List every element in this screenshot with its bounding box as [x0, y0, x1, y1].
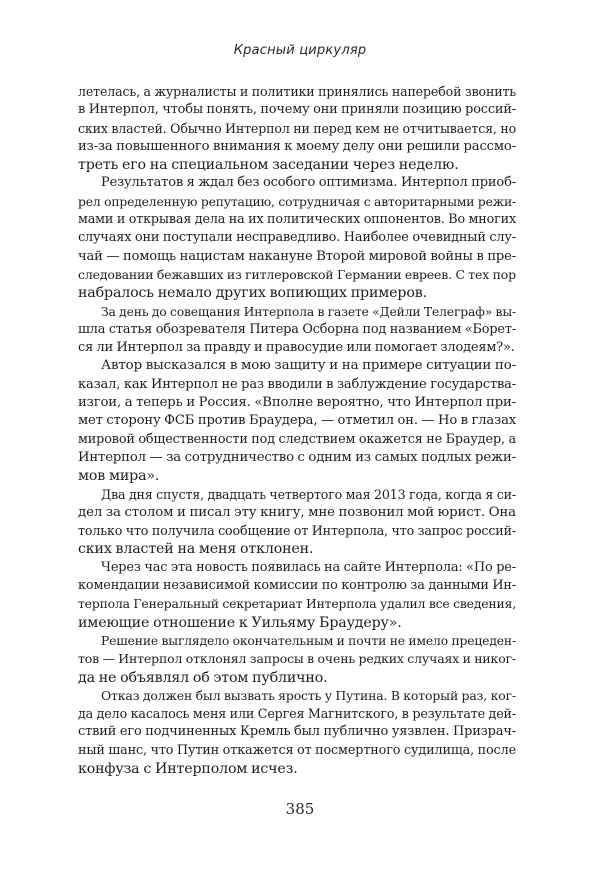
text-line: из-за повышенного внимания к моему делу они решили рассмо- — [78, 138, 516, 154]
text-line: ся ли Интерпол за правду и правосудие или помогает злодеям?». — [78, 340, 515, 356]
text-line: случаях они поступали несправедливо. Наиболее очевидный слу- — [78, 230, 516, 246]
text-line: Результатов я ждал без особого оптимизма. Интерпол приоб- — [101, 175, 516, 191]
text-line: дел за столом и писал эту книгу, мне позвонил мой юрист. Она — [78, 504, 516, 520]
text-line: конфуза с Интерполом исчез. — [78, 760, 298, 777]
text-line: ских властей. Обычно Интерпол ни перед кем не отчитывается, но — [78, 120, 516, 136]
text-line: Интерпол — за сотрудничество с одним из самых подлых режи- — [78, 449, 516, 465]
running-header: Красный циркуляр — [233, 43, 367, 58]
text-line: комендации независимой комиссии по контролю за данными Ин- — [78, 578, 516, 594]
text-line: да не объявлял об этом публично. — [78, 669, 328, 686]
text-line: Отказ должен был вызвать ярость у Путина. В который раз, ког- — [101, 687, 516, 703]
text-line: мировой общественности под следствием окажется не Браудер, а — [78, 431, 516, 447]
paragraph — [78, 486, 516, 559]
paragraph — [78, 303, 516, 358]
text-line: мами и открывая дела на их политических оппонентов. Во многих — [78, 212, 516, 228]
body-text — [78, 83, 516, 778]
text-line: Автор высказался в мою защиту и на примере ситуации по- — [101, 358, 516, 374]
paragraph — [78, 83, 516, 174]
text-line: да дело касалось меня или Сергея Магнитского, в результате дей- — [78, 706, 516, 722]
text-line: терпола Генеральный секретариат Интерпола удалил все сведения, — [78, 597, 516, 612]
page-number: 385 — [285, 800, 315, 818]
text-line: мет сторону ФСБ против Браудера, — отметил он. — Но в глазах — [78, 413, 516, 429]
text-line: Решение выглядело окончательным и почти не имело прецеден- — [101, 633, 516, 648]
text-line: казал, как Интерпол не раз вводили в заблуждение государства- — [78, 376, 516, 392]
paragraph — [78, 632, 516, 687]
text-line: только что получила сообщение от Интерпола, что запрос россий- — [78, 523, 516, 539]
text-line: ствий его подчиненных Кремль был публично уязвлен. Призрач- — [78, 724, 516, 740]
text-line: имеющие отношение к Уильяму Браудеру». — [78, 614, 402, 631]
text-line: За день до совещания Интерпола в газете «Дейли Телеграф» вы- — [101, 304, 516, 319]
text-line: треть его на специальном заседании через неделю. — [78, 157, 459, 174]
text-line: чай — помощь нацистам накануне Второй мировой войны в пре- — [78, 248, 516, 264]
text-line: Два дня спустя, двадцать четвертого мая 2013 года, когда я си- — [101, 486, 516, 502]
text-line: Через час эта новость появилась на сайте Интерпола: «По ре- — [101, 559, 516, 575]
text-line: следовании бежавших из гитлеровской Германии евреев. С тех пор — [78, 266, 516, 282]
text-line: ских властей на меня отклонен. — [78, 541, 314, 558]
text-line: летелась, а журналисты и политики принялись наперебой звонить — [78, 84, 516, 99]
text-line: набралось немало других вопиющих примеров. — [78, 285, 427, 302]
text-line: изгои, а теперь и Россия. «Вполне вероятно, что Интерпол при- — [78, 395, 516, 411]
paragraph — [78, 559, 516, 632]
paragraph — [78, 687, 516, 778]
text-line: в Интерпол, чтобы понять, почему они приняли позицию россий- — [78, 102, 516, 118]
text-line: шла статья обозревателя Питера Осборна под названием «Борет- — [78, 321, 516, 337]
paragraph — [78, 357, 516, 485]
text-line: ный шанс, что Путин откажется от посмертного судилища, после — [78, 742, 516, 758]
text-line: рел определенную репутацию, сотрудничая с авторитарными режи- — [78, 194, 516, 209]
text-line: мов мира». — [78, 468, 160, 485]
text-line: тов — Интерпол отклонял запросы в очень редких случаях и никог- — [78, 651, 516, 667]
paragraph — [78, 174, 516, 302]
